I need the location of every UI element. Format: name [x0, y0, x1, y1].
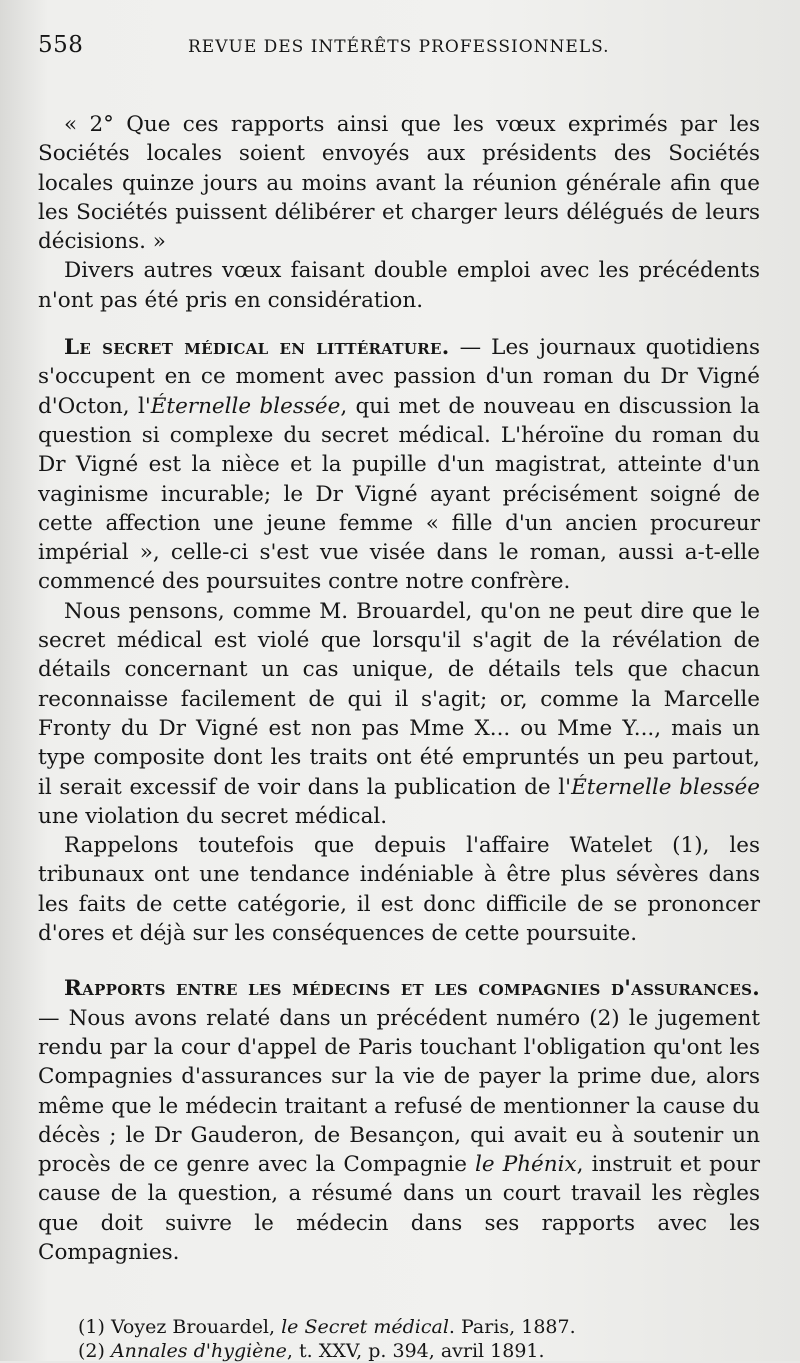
- running-title: REVUE DES INTÉRÊTS PROFESSIONNELS.: [188, 37, 610, 57]
- footnotes: [38, 1315, 760, 1363]
- running-header: [38, 32, 760, 66]
- section-insurance: Rapports entre les médecins et les compagnies d'assurances. — Nous avons relaté dans un précédent numéro (2) le jugement rendu par la cour d'appel de Paris touchant l'obligation qu'ont les Compagnies d'assurances sur la vie de payer la prime due, alors même que le médecin traitant a refusé de mentionner la cause du décès ; le Dr Gauderon, de Besançon, qui avait eu à soutenir un procès de ce genre avec la Compagnie le Phénix, instruit et pour cause de la question, a résumé dans un court travail les règles que doit suivre le médecin dans ses rapports avec les Compagnies.: [38, 976, 760, 1265]
- company-name: le Phénix: [475, 1152, 577, 1178]
- novel-title: Éternelle blessée: [571, 774, 760, 800]
- section-secret-medical: Le secret médical en littérature. — Les journaux quotidiens s'occupent en ce moment avec passion d'un roman du Dr Vigné d'Octon, l'Éternelle blessée, qui met de nouveau en discussion la question si complexe du secret médical. L'héroïne du roman du Dr Vigné est la nièce et la pupille d'un magistrat, atteinte d'un vaginisme incurable; le Dr Vigné ayant précisément soigné de cette affection une jeune femme « fille d'un ancien procureur impérial », celle-ci s'est vue visée dans le roman, aussi a-t-elle commencé des poursuites contre notre confrère.: [38, 335, 760, 595]
- section-title-insurance: Rapports entre les médecins et les compagnies d'assurances.: [64, 976, 760, 1002]
- paragraph-watelet: Rappelons toutefois que depuis l'affaire Watelet (1), les tribunaux ont une tendance indéniable à être plus sévères dans les faits de cette catégorie, il est donc difficile de se prononcer d'ores et déjà sur les conséquences de cette poursuite.: [38, 833, 760, 947]
- novel-title: Éternelle blessée: [150, 393, 341, 419]
- footnote-2: (2) Annales d'hygiène, t. XXV, p. 394, avril 1891.: [78, 1340, 545, 1363]
- paragraph-brouardel: Nous pensons, comme M. Brouardel, qu'on ne peut dire que le secret médical est violé que lorsqu'il s'agit de la révélation de détails concernant un cas unique, de détails tels que chacun reconnaisse facilement de qui il s'agit; or, comme la Marcelle Fronty du Dr Vigné est non pas Mme X... ou Mme Y..., mais un type composite dont les traits ont été empruntés un peu partout, il serait excessif de voir dans la publication de l'Éternelle blessée une violation du secret médical.: [38, 598, 760, 829]
- page-number: 558: [38, 32, 84, 58]
- paragraph-other-wishes: Divers autres vœux faisant double emploi avec les précédents n'ont pas été pris en considération.: [38, 258, 760, 313]
- section-title-secret-medical: Le secret médical en littérature.: [64, 335, 450, 361]
- footnote-1: (1) Voyez Brouardel, le Secret médical. Paris, 1887.: [78, 1316, 576, 1339]
- paragraph-resolution-2: « 2° Que ces rapports ainsi que les vœux exprimés par les Sociétés locales soient envoyés aux présidents des Sociétés locales quinze jours au moins avant la réunion générale afin que les Sociétés puissent délibérer et charger leurs délégués de leurs décisions. »: [38, 112, 760, 255]
